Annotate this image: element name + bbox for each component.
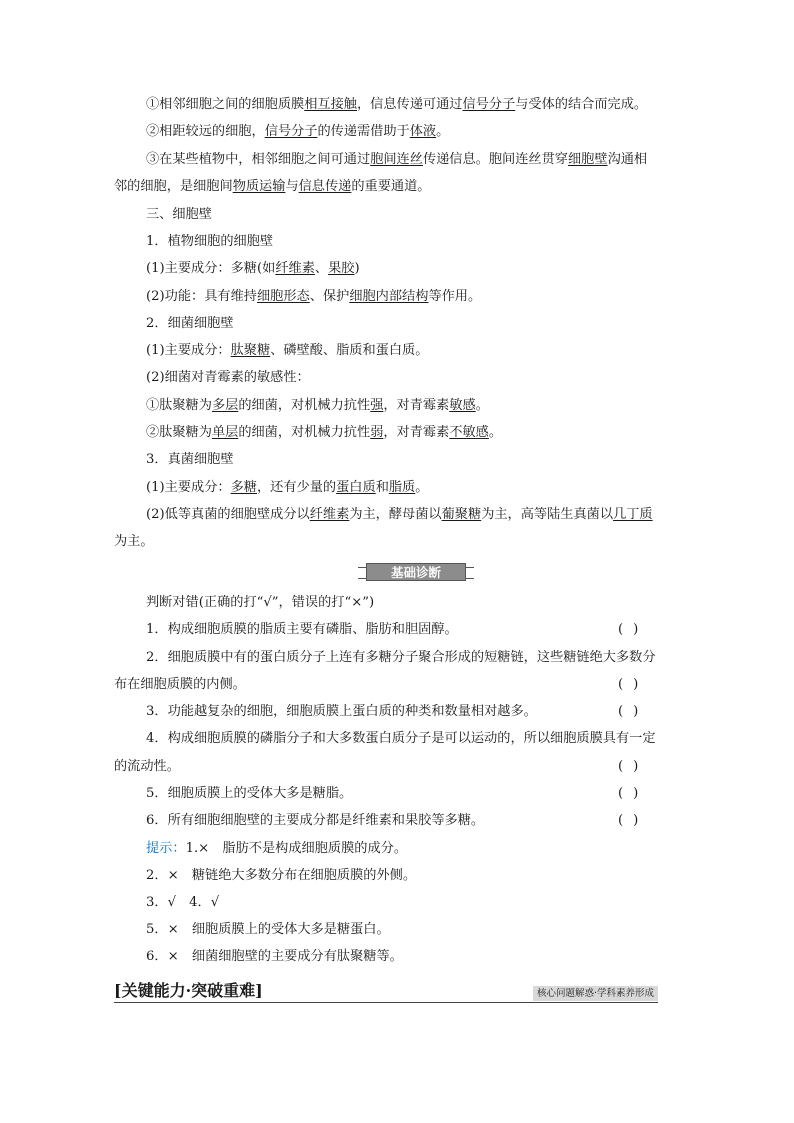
underlined-term: 单层 [211,425,239,440]
text: ，对青霉素 [383,398,450,413]
underlined-term: 蛋白质 [336,480,376,495]
text: 的细菌，对机械力抗性 [238,398,371,413]
question-text: 5．细胞质膜上的受体大多是糖脂。 [146,786,353,801]
text: ①相邻细胞之间的细胞质膜 [146,97,305,112]
text: ，对青霉素 [383,425,450,440]
text: 等作用。 [428,289,482,304]
underlined-term: 信号分子 [264,124,318,139]
text: 邻的细胞，是细胞间 [114,179,233,194]
hint-answer-1 [0,840,794,858]
underlined-term: 体液 [409,124,437,139]
text: 。 [436,124,450,139]
question-5 [0,785,794,803]
question-2-cont [0,676,794,694]
text: 。 [415,480,429,495]
text: ②相距较远的细胞， [146,124,265,139]
section-heading: 三、细胞壁 [146,207,212,222]
hint-answer-5: 5．× 细胞质膜上的受体大多是糖蛋白。 [146,922,390,937]
text: 和 [375,480,389,495]
text: 为主，酵母菌以 [349,507,442,522]
hint-answer-3-4: 3．√ 4．√ [146,895,220,910]
question-6 [0,812,794,830]
text: 与受体的结合而完成。 [515,97,648,112]
hint-label: 提示： [146,841,186,856]
question-text: 布在细胞质膜的内侧。 [114,677,246,692]
bacteria-sens-1 [0,397,794,415]
diagnosis-banner: 基础诊断 [366,563,466,581]
text: (1)主要成分： [146,343,231,358]
hint-answer-2: 2．× 糖链绝大多数分布在细胞质膜的外侧。 [146,868,417,883]
bacteria-components [0,342,794,360]
text: 与 [285,179,299,194]
text: ②肽聚糖为 [146,425,212,440]
underlined-term: 信号分子 [462,97,516,112]
text: 的传递需借助于 [317,124,410,139]
question-text: 的流动性。 [114,759,180,774]
underlined-term: 果胶 [328,261,355,276]
comm-item-3 [0,151,794,169]
diagnosis-instruction: 判断对错(正确的打“√”，错误的打“×”) [146,595,375,610]
underlined-term: 信息传递 [298,179,352,194]
answer-parentheses: () [618,759,649,774]
underlined-term: 不敏感 [449,425,489,440]
underlined-term: 细胞形态 [257,289,310,304]
question-2: 2．细胞质膜中有的蛋白质分子上连有多糖分子聚合形成的短糖链，这些糖链绝大多数分 [146,650,656,665]
text: ，还有少量的 [257,480,337,495]
question-3 [0,703,794,721]
underlined-term: 纤维素 [309,507,350,522]
text: 的细菌，对机械力抗性 [238,425,371,440]
answer-parentheses: () [618,622,649,637]
text: 。 [475,398,489,413]
text: ) [354,261,360,276]
comm-item-3-cont [0,178,794,196]
plant-components [0,260,794,278]
underlined-term: 敏感 [449,398,476,413]
underlined-term: 物质运输 [232,179,286,194]
answer-parentheses: () [618,704,649,719]
underlined-term: 细胞壁 [568,152,608,167]
fungi-lower [0,506,794,524]
bacteria-sens-2 [0,424,794,442]
text: (1)主要成分：多糖(如 [146,261,276,276]
text: 沟通相 [607,152,648,167]
underlined-term: 几丁质 [613,507,653,522]
bacteria-sensitivity: (2)细菌对青霉素的敏感性： [146,370,310,385]
text: 、磷壁酸、脂质和蛋白质。 [270,343,429,358]
question-text: 3．功能越复杂的细胞，细胞质膜上蛋白质的种类和数量相对越多。 [146,704,537,719]
underlined-term: 多糖 [230,480,257,495]
answer-parentheses: () [618,786,649,801]
subsection-title: 2．细菌细胞壁 [146,316,234,331]
question-1 [0,621,794,639]
subsection-title: 3．真菌细胞壁 [146,452,234,467]
question-4: 4．构成细胞质膜的磷脂分子和大多数蛋白质分子是可以运动的，所以细胞质膜具有一定 [146,731,656,746]
underlined-term: 多层 [211,398,239,413]
comm-item-2 [0,123,794,141]
underlined-term: 相互接触 [304,97,357,112]
underlined-term: 细胞内部结构 [349,289,429,304]
section-subtitle: 核心问题解惑·学科素养形成 [533,986,658,1001]
text: (1)主要成分： [146,480,231,495]
fungi-lower-cont: 为主。 [114,534,154,549]
question-text: 6．所有细胞细胞壁的主要成分都是纤维素和果胶等多糖。 [146,813,485,828]
text: 。 [488,425,503,440]
text: (2)功能：具有维持 [146,289,257,304]
fungi-components [0,479,794,497]
answer-text: 1.× 脂肪不是构成细胞质膜的成分。 [185,841,408,856]
text: 为主，高等陆生真菌以 [481,507,614,522]
underlined-term: 纤维素 [275,261,315,276]
underlined-term: 弱 [370,425,384,440]
answer-parentheses: () [618,813,649,828]
comm-item-1 [0,96,794,114]
text: ，信息传递可通过 [357,97,463,112]
text: 的重要通道。 [351,179,431,194]
section-title: [关键能力·突破重难] [114,981,263,1000]
underlined-term: 肽聚糖 [230,343,271,358]
text: 、 [314,261,329,276]
hint-answer-6: 6．× 细菌细胞壁的主要成分有肽聚糖等。 [146,949,403,964]
underlined-term: 强 [370,398,384,413]
next-section-header [114,980,658,1003]
text: ③在某些植物中，相邻细胞之间可通过 [146,152,371,167]
text: 、保护 [309,289,350,304]
subsection-title: 1．植物细胞的细胞壁 [146,234,274,249]
question-4-cont [0,758,794,776]
text: 传递信息。胞间连丝贯穿 [422,152,568,167]
underlined-term: 脂质 [388,480,416,495]
text: ①肽聚糖为 [146,398,212,413]
underlined-term: 胞间连丝 [370,152,423,167]
plant-function [0,288,794,306]
underlined-term: 葡聚糖 [441,507,482,522]
question-text: 1．构成细胞质膜的脂质主要有磷脂、脂肪和胆固醇。 [146,622,458,637]
answer-parentheses: () [618,677,649,692]
text: (2)低等真菌的细胞壁成分以 [146,507,310,522]
